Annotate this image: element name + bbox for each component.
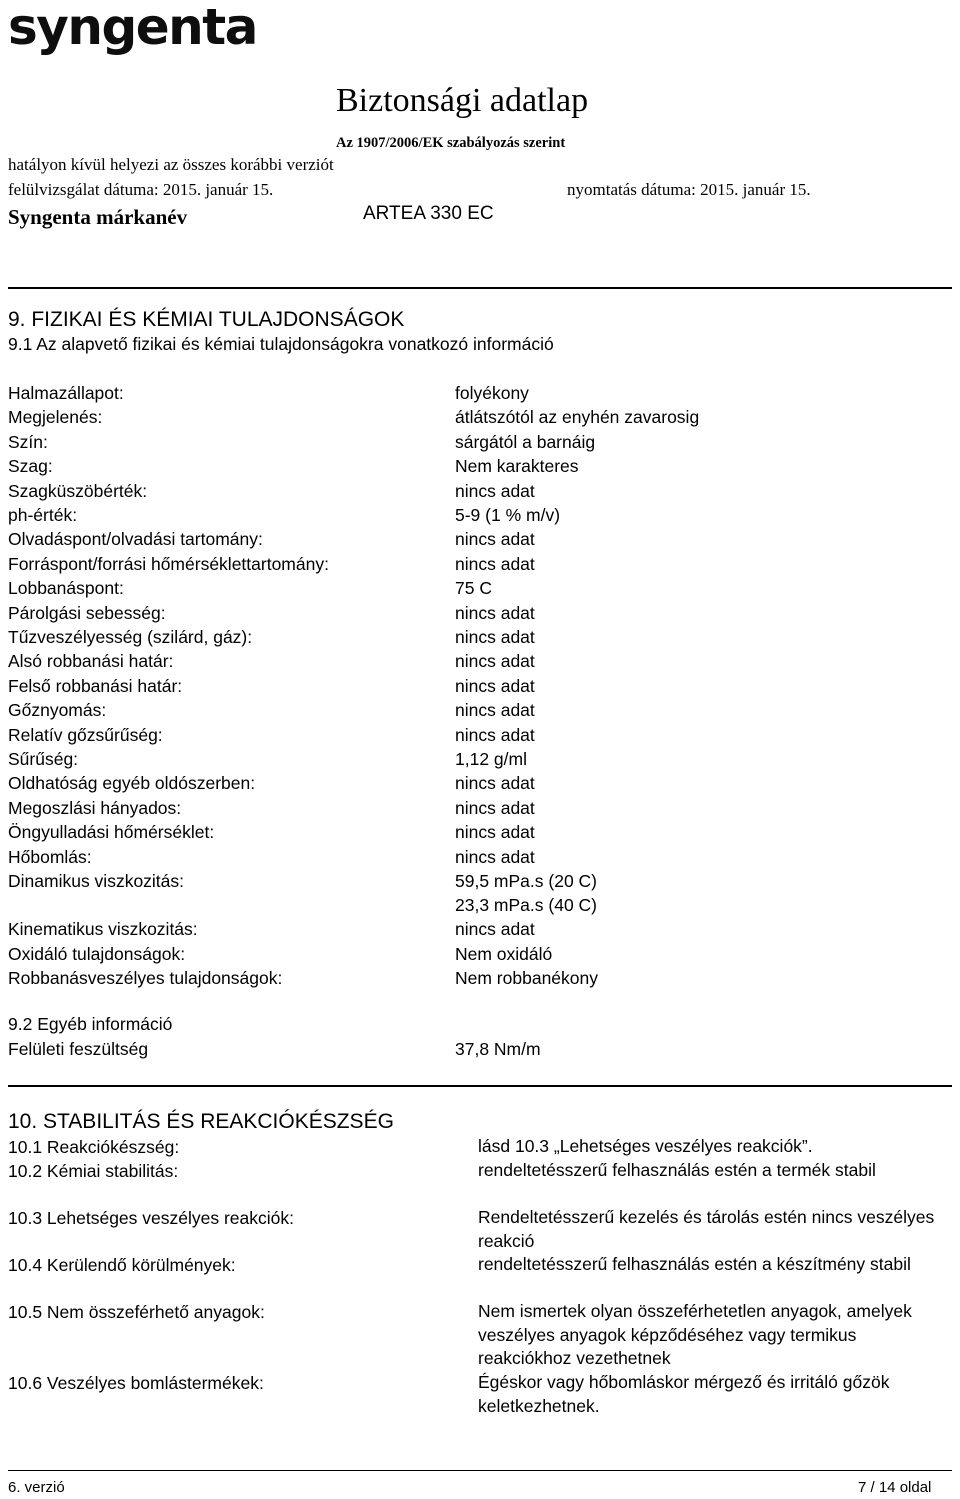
supersedes-note: hatályon kívül helyezi az összes korábbi verziót	[8, 155, 334, 174]
section-9-title: 9. FIZIKAI ÉS KÉMIAI TULAJDONSÁGOK	[8, 308, 405, 331]
property-value: 5-9 (1 % m/v)	[455, 505, 561, 525]
property-label: Kinematikus viszkozitás:	[8, 919, 198, 940]
stability-value: Nem ismertek olyan összeférhetetlen anyagok, amelyek veszélyes anyagok képződéséhez vagy termikus reakciókhoz vezethetnek	[478, 1301, 912, 1368]
property-value: 23,3 mPa.s (40 C)	[455, 895, 597, 916]
revision-date: felülvizsgálat dátuma: 2015. január 15.	[8, 180, 274, 199]
header-divider	[8, 287, 952, 289]
property-label: Relatív gőzsűrűség:	[8, 724, 163, 745]
property-value: nincs adat	[455, 553, 535, 574]
property-label: Megjelenés:	[8, 407, 103, 428]
property-label: Öngyulladási hőmérséklet:	[8, 822, 215, 843]
property-label: Hőbomlás:	[8, 846, 92, 867]
stability-label: 10.4 Kerülendő körülmények:	[8, 1255, 236, 1275]
property-value: 1,12 g/ml	[455, 749, 527, 769]
property-label: Megoszlási hányados:	[8, 797, 182, 818]
stability-value: Égéskor vagy hőbomláskor mérgező és irritáló gőzök keletkezhetnek.	[478, 1372, 890, 1416]
property-value: sárgától a barnáig	[455, 431, 596, 452]
regulation-text: Az 1907/2006/EK szabályozás szerint	[336, 135, 566, 151]
section-9-1-subtitle: 9.1 Az alapvető fizikai és kémiai tulajdonságokra vonatkozó információ	[8, 334, 554, 354]
property-label: Tűzveszélyesség (szilárd, gáz):	[8, 627, 253, 647]
product-name: ARTEA 330 EC	[363, 203, 494, 224]
property-label: Felső robbanási határ:	[8, 675, 183, 696]
stability-value: lásd 10.3 „Lehetséges veszélyes reakciók”.	[478, 1136, 813, 1156]
property-label: Halmazállapot:	[8, 383, 124, 403]
section-9-2-title: 9.2 Egyéb információ	[8, 1014, 173, 1034]
property-value: átlátszótól az enyhén zavarosig	[455, 407, 700, 428]
property-label: Gőznyomás:	[8, 700, 107, 721]
property-value: folyékony	[455, 383, 529, 403]
surface-tension-label: Felületi feszültség	[8, 1039, 149, 1059]
property-label: Oxidáló tulajdonságok:	[8, 943, 186, 964]
property-value: nincs adat	[455, 724, 535, 745]
stability-label: 10.3 Lehetséges veszélyes reakciók:	[8, 1208, 294, 1228]
surface-tension-value: 37,8 Nm/m	[455, 1039, 541, 1059]
print-date: nyomtatás dátuma: 2015. január 15.	[567, 180, 811, 199]
property-value: nincs adat	[455, 627, 535, 647]
stability-label: 10.6 Veszélyes bomlástermékek:	[8, 1373, 264, 1393]
property-label: Olvadáspont/olvadási tartomány:	[8, 529, 263, 550]
footer-version: 6. verzió	[8, 1479, 65, 1496]
section-10-title: 10. STABILITÁS ÉS REAKCIÓKÉSZSÉG	[8, 1110, 394, 1133]
property-value: Nem karakteres	[455, 456, 579, 477]
property-label: Robbanásveszélyes tulajdonságok:	[8, 968, 283, 989]
property-value: 59,5 mPa.s (20 C)	[455, 871, 597, 891]
section-divider	[8, 1085, 952, 1087]
property-value: nincs adat	[455, 529, 535, 550]
footer-page-number: 7 / 14 oldal	[858, 1479, 932, 1496]
property-label: Forráspont/forrási hőmérséklettartomány:	[8, 553, 329, 574]
stability-value: rendeltetésszerű felhasználás estén a termék stabil	[478, 1160, 876, 1180]
stability-label: 10.1 Reakciókészség:	[8, 1137, 180, 1157]
property-value: nincs adat	[455, 773, 535, 794]
stability-label: 10.5 Nem összeférhető anyagok:	[8, 1302, 265, 1322]
property-value: nincs adat	[455, 797, 535, 818]
property-value: Nem robbanékony	[455, 968, 598, 989]
property-label: Alsó robbanási határ:	[8, 651, 174, 672]
property-value: nincs adat	[455, 480, 535, 501]
property-value: Nem oxidáló	[455, 943, 553, 964]
property-value: nincs adat	[455, 919, 535, 940]
property-label: Szag:	[8, 456, 53, 477]
property-value: nincs adat	[455, 675, 535, 696]
property-value: nincs adat	[455, 846, 535, 867]
property-label: Dinamikus viszkozitás:	[8, 871, 185, 891]
property-value: nincs adat	[455, 602, 535, 623]
property-label: Szín:	[8, 431, 48, 452]
property-label: Sűrűség:	[8, 749, 79, 769]
stability-value: Rendeltetésszerű kezelés és tárolás estén nincs veszélyes reakció	[478, 1207, 935, 1251]
syngenta-logo: syngenta	[8, 0, 257, 56]
property-value: nincs adat	[455, 700, 535, 721]
brand-label: Syngenta márkanév	[8, 205, 188, 229]
property-label: Oldhatóság egyéb oldószerben:	[8, 773, 256, 794]
property-label: ph-érték:	[8, 505, 78, 525]
property-value: nincs adat	[455, 822, 535, 843]
property-label: Párolgási sebesség:	[8, 602, 166, 623]
property-value: nincs adat	[455, 651, 535, 672]
stability-label: 10.2 Kémiai stabilitás:	[8, 1161, 179, 1181]
property-value: 75 C	[455, 578, 492, 599]
property-label: Szagküszöbérték:	[8, 480, 148, 501]
footer-divider	[8, 1470, 952, 1471]
property-label: Lobbanáspont:	[8, 578, 124, 599]
document-title: Biztonsági adatlap	[336, 82, 589, 119]
stability-value: rendeltetésszerű felhasználás estén a készítmény stabil	[478, 1254, 911, 1274]
